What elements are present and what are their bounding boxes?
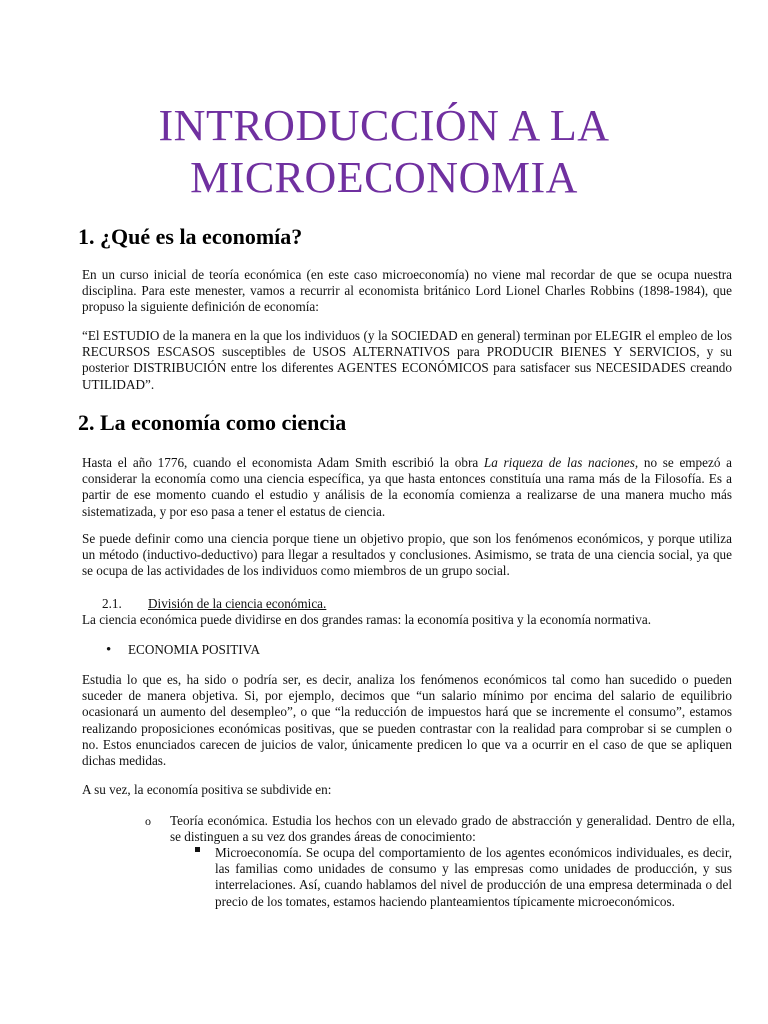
list-item-teoria-economica xyxy=(145,813,735,845)
subsection-intro xyxy=(82,612,732,628)
subdivision-intro-text: A su vez, la economía positiva se subdivide en: xyxy=(82,782,332,797)
section-2-paragraph-1-a: Hasta el año 1776, cuando el economista Adam Smith escribió la obra xyxy=(82,455,484,470)
section-2-paragraph-1 xyxy=(82,455,732,520)
subsection-number: 2.1. xyxy=(102,596,122,611)
section-1-heading: 1. ¿Qué es la economía? xyxy=(78,224,303,249)
subsection-intro-text: La ciencia económica puede dividirse en dos grandes ramas: la economía positiva y la economía normativa. xyxy=(82,612,652,627)
positive-economy-text: Estudia lo que es, ha sido o podría ser, es decir, analiza los fenómenos económicos tal como han sucedido o pueden suceder de manera objetiva. Si, por ejemplo, decimos que “un salario mínimo por encima del salario de equilibrio ocasionará un aumento del desempleo”, o que “la reducción de impuestos hará que se incremente el consumo”, estamos realizando proposiciones económicas positivas, que se pueden contrastar con la realidad para comprobar si se cumplen o no. Estos enunciados carecen de juicios de valor, únicamente predicen lo que va a ocurrir en el caso de que se apliquen dichas medidas. xyxy=(82,672,732,769)
bullet-label: ECONOMIA POSITIVA xyxy=(128,642,261,657)
circle-bullet-icon: o xyxy=(145,814,151,828)
square-bullet-icon xyxy=(195,847,200,852)
section-2-paragraph-2 xyxy=(82,531,732,580)
section-2-paragraph-1-b: no se empezó a considerar la economía como una ciencia específica, ya que hasta entonces constituía una rama más de la Filosofía. Es a partir de ese momento cuando el estudio y análisis de la economía comienza a realizarse de una manera mucho más sistematizada, y por eso pasa a tener el estatus de ciencia. xyxy=(82,455,732,519)
robbins-quote xyxy=(82,328,732,393)
section-1-paragraph xyxy=(82,267,732,316)
subdivision-intro xyxy=(82,782,732,798)
section-2-paragraph-2-text: Se puede definir como una ciencia porque tiene un objetivo propio, que son los fenómenos económicos, y porque utiliza un método (inductivo-deductivo) para llegar a resultados y conclusiones. Asimismo, se trata de una ciencia social, ya que se ocupa de las actividades de los individuos como miembros de un grupo social. xyxy=(82,531,732,579)
subsection-heading xyxy=(102,596,326,612)
bullet-economia-positiva xyxy=(106,642,260,658)
book-title: La riqueza de las naciones, xyxy=(483,455,639,470)
microeconomia-text: Microeconomía. Se ocupa del comportamiento de los agentes económicos individuales, es decir, las familias como unidades de consumo y las empresas como unidades de producción, y sus interrelaciones. Así, cuando hablamos del nivel de producción de una empresa determinada o del precio de los tomates, estamos haciendo planteamientos típicamente microeconómicos. xyxy=(215,845,732,909)
positive-economy-paragraph xyxy=(82,672,732,769)
title-line-2: MICROECONOMIA xyxy=(190,153,578,202)
teoria-economica-text: Teoría económica. Estudia los hechos con un elevado grado de abstracción y generalidad. Dentro de ella, se distinguen a su vez dos grandes áreas de conocimiento: xyxy=(170,813,735,845)
bullet-dot-icon: • xyxy=(106,642,112,658)
section-2-heading: 2. La economía como ciencia xyxy=(78,410,347,435)
section-1-paragraph-text: En un curso inicial de teoría económica (en este caso microeconomía) no viene mal recordar de que se ocupa nuestra disciplina. Para este menester, vamos a recurrir al economista británico Lord Lionel Charles Robbins (1898-1984), que propuso la siguiente definición de economía: xyxy=(82,267,732,315)
robbins-quote-text: “El ESTUDIO de la manera en la que los individuos (y la SOCIEDAD en general) terminan por ELEGIR el empleo de los RECURSOS ESCASOS susceptibles de USOS ALTERNATIVOS para PRODUCIR BIENES Y SERVICIOS, y su posterior DISTRIBUCIÓN entre los diferentes AGENTES ECONÓMICOS para satisfacer sus NECESIDADES creando UTILIDAD”. xyxy=(82,328,732,392)
subsection-title: División de la ciencia económica. xyxy=(148,596,327,611)
title-line-1: INTRODUCCIÓN A LA xyxy=(158,101,610,150)
document-title xyxy=(0,100,768,204)
list-item-microeconomia xyxy=(195,845,732,910)
